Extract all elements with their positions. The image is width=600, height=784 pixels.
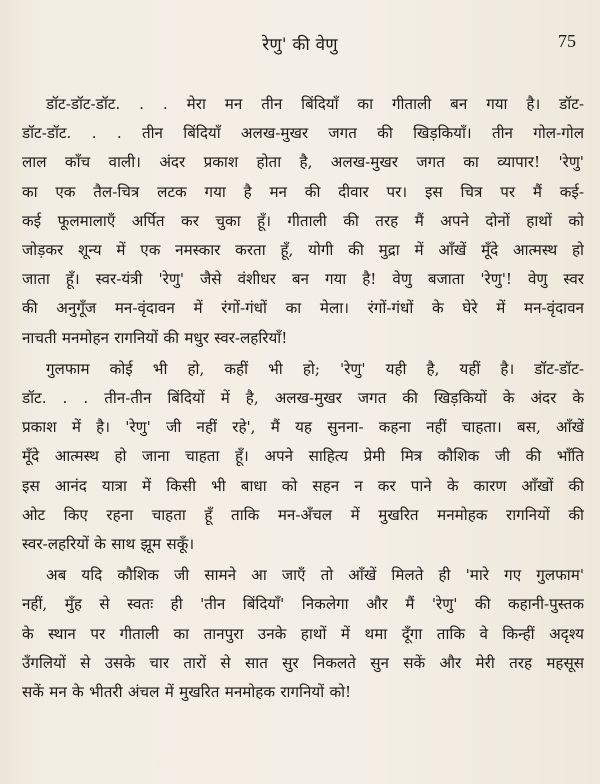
text-line: जोड़कर शून्य में एक नमस्कार करता हूँ, योगी की मुद्रा में आँखें मूँदे आत्मस्थ हो — [22, 241, 584, 260]
body-text — [22, 90, 584, 707]
text-line: डॉट-डॉट. . . तीन बिंदियाँ अलख-मुखर जगत की खिड़कियाँ। तीन गोल-गोल — [22, 124, 584, 143]
text-line: लाल काँच वाली। अंदर प्रकाश होता है, अलख-मुखर जगत का व्यापार! 'रेणु' — [22, 153, 584, 172]
text-line: ओट किए रहना चाहता हूँ ताकि मन-अँचल में मुखरित मनमोहक रागनियों की — [22, 505, 584, 524]
text-line: कई फूलमालाएँ अर्पित कर चुका हूँ। गीताली की तरह मैं अपने दोनों हाथों को — [22, 211, 584, 230]
text-line: डॉट-डॉट-डॉट. . . मेरा मन तीन बिंदियाँ का गीताली बन गया है। डॉट- — [46, 95, 584, 113]
text-line: प्रकाश में है। 'रेणु' जी नहीं रहे', मैं यह सुनना- कहना नहीं चाहता। बस, आँखें — [22, 418, 584, 437]
text-line: के स्थान पर गीताली का तानपुरा उनके हाथों में थमा दूँगा ताकि वे किन्हीं अदृश्य — [22, 624, 584, 643]
text-line: उँगलियों से उसके चार तारों से सात सुर निकलते सुन सकें और मेरी तरह महसूस — [22, 653, 584, 672]
page-number: 75 — [558, 31, 576, 51]
text-line: की अनुगूँज मन-वृंदावन में रंगों-गंधों का मेला। रंगों-गंधों के घेरे में मन-वृंदावन — [22, 299, 584, 318]
paragraph-2 — [22, 355, 584, 559]
text-line: डॉट. . . तीन-तीन बिंदियों में है, अलख-मुखर जगत की खिड़कियों के अंदर के — [22, 389, 584, 408]
text-line: अब यदि कौशिक जी सामने आ जाएँ तो आँखें मिलते ही 'मारे गए गुलफाम' — [46, 566, 584, 585]
paragraph-1 — [22, 90, 584, 353]
running-title: रेणु' की वेणु — [262, 35, 338, 55]
text-line: जाता हूँ। स्वर-यंत्री 'रेणु' जैसे वंशीधर बन गया है! वेणु बजाता 'रेणु'! वेणु स्वर — [22, 270, 584, 289]
text-line: स्वर-लहरियों के साथ झूम सकूँ। — [22, 535, 195, 554]
text-line: नहीं, मुँह से स्वतः ही 'तीन बिंदियाँ' निकलेगा और मैं 'रेणु' की कहानी-पुस्तक — [22, 595, 584, 614]
paragraph-3 — [22, 561, 584, 707]
text-line: इस आनंद यात्रा में किसी भी बाधा को सहन न कर पाने के कारण आँखों की — [22, 476, 584, 495]
text-line: मूँदे आत्मस्थ हो जाना चाहता हूँ। अपने साहित्य प्रेमी मित्र कौशिक जी की भाँति — [22, 447, 584, 466]
text-line: गुलफाम कोई भी हो, कहीं भी हो; 'रेणु' यही है, यहीं है। डॉट-डॉट- — [46, 359, 584, 378]
text-line: नाचती मनमोहन रागनियों की मधुर स्वर-लहरियाँ! — [22, 328, 288, 347]
text-line: का एक तैल-चित्र लटक गया है मन की दीवार पर। इस चित्र पर मैं कई- — [22, 182, 584, 201]
running-head — [0, 32, 600, 58]
text-line: सकें मन के भीतरी अंचल में मुखरित मनमोहक रागनियों को! — [22, 683, 352, 702]
